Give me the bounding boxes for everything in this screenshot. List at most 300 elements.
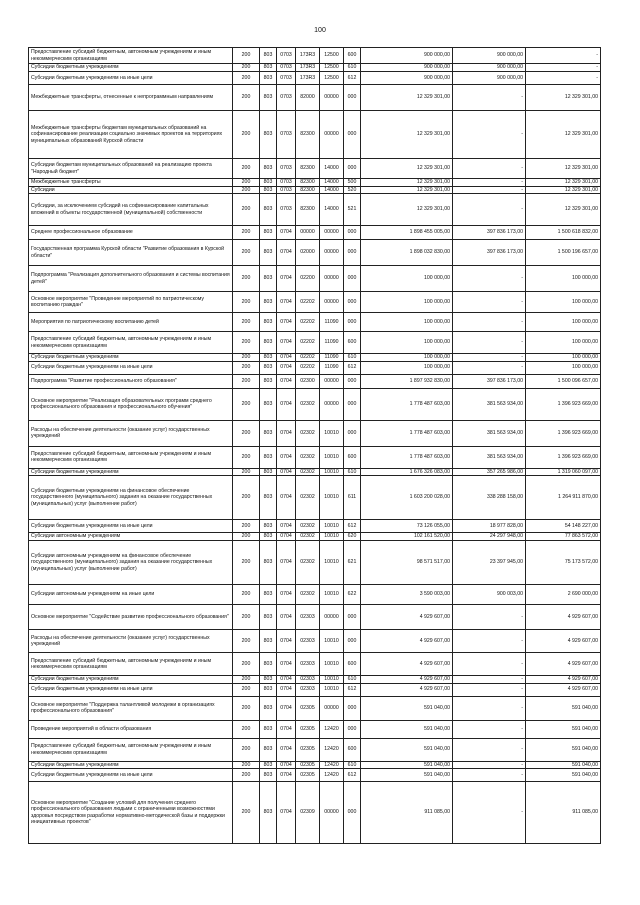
program-code-cell: 02302 <box>296 585 320 605</box>
admin-code-cell: 200 <box>233 653 260 676</box>
admin-code-cell: 200 <box>233 226 260 240</box>
section-code-cell: 0704 <box>277 468 296 476</box>
direction-code-cell: 12500 <box>320 48 344 64</box>
amount-3-cell: - <box>526 72 601 85</box>
amount-3-cell: 4 929 607,00 <box>526 653 601 676</box>
program-code-cell: 82300 <box>296 194 320 226</box>
amount-3-cell: 12 329 301,00 <box>526 159 601 179</box>
table-row <box>29 696 601 720</box>
direction-code-cell: 10010 <box>320 468 344 476</box>
amount-3-cell: 4 929 607,00 <box>526 683 601 696</box>
program-code-cell: 82300 <box>296 179 320 187</box>
table-row <box>29 240 601 266</box>
amount-2-cell: - <box>453 361 526 374</box>
row-name-cell: Расходы на обеспечение деятельности (оказание услуг) государственных учреждений <box>29 420 233 446</box>
section-code-cell: 0703 <box>277 64 296 72</box>
section-code-cell: 0704 <box>277 738 296 761</box>
admin-code-cell: 200 <box>233 761 260 769</box>
direction-code-cell: 10010 <box>320 630 344 653</box>
ministry-code-cell: 803 <box>260 159 277 179</box>
amount-3-cell: 1 500 618 832,00 <box>526 226 601 240</box>
ministry-code-cell: 803 <box>260 332 277 354</box>
admin-code-cell: 200 <box>233 85 260 111</box>
ministry-code-cell: 803 <box>260 420 277 446</box>
direction-code-cell: 12500 <box>320 72 344 85</box>
section-code-cell: 0704 <box>277 676 296 684</box>
section-code-cell: 0704 <box>277 585 296 605</box>
program-code-cell: 02000 <box>296 240 320 266</box>
amount-3-cell: - <box>526 48 601 64</box>
program-code-cell: 02202 <box>296 354 320 362</box>
table-row <box>29 468 601 476</box>
admin-code-cell: 200 <box>233 179 260 187</box>
table-row <box>29 194 601 226</box>
ministry-code-cell: 803 <box>260 194 277 226</box>
total-amount-cell: 900 000,00 <box>361 72 453 85</box>
amount-2-cell: - <box>453 696 526 720</box>
total-amount-cell: 1 676 326 083,00 <box>361 468 453 476</box>
table-row <box>29 72 601 85</box>
row-name-cell: Основное мероприятие "Создание условий для получения среднего профессионального образования людьми с ограниченными возможностями здоровья посредством разработки нормативно-методической базы и поддержки инициативных проектов" <box>29 782 233 844</box>
expense-type-code-cell: 600 <box>344 653 361 676</box>
amount-3-cell: 2 690 000,00 <box>526 585 601 605</box>
amount-3-cell: 1 319 060 097,00 <box>526 468 601 476</box>
amount-2-cell: - <box>453 292 526 313</box>
table-row <box>29 520 601 533</box>
ministry-code-cell: 803 <box>260 676 277 684</box>
program-code-cell: 02302 <box>296 388 320 420</box>
amount-3-cell: 4 929 607,00 <box>526 676 601 684</box>
direction-code-cell: 00000 <box>320 374 344 388</box>
admin-code-cell: 200 <box>233 388 260 420</box>
amount-3-cell: 100 000,00 <box>526 313 601 332</box>
program-code-cell: 173R3 <box>296 48 320 64</box>
amount-3-cell: 12 329 301,00 <box>526 85 601 111</box>
expense-type-code-cell: 612 <box>344 520 361 533</box>
program-code-cell: 02305 <box>296 761 320 769</box>
table-row <box>29 683 601 696</box>
amount-2-cell: 24 297 948,00 <box>453 533 526 541</box>
expense-type-code-cell: 610 <box>344 761 361 769</box>
ministry-code-cell: 803 <box>260 761 277 769</box>
ministry-code-cell: 803 <box>260 520 277 533</box>
program-code-cell: 02303 <box>296 653 320 676</box>
section-code-cell: 0703 <box>277 159 296 179</box>
page-number: 100 <box>314 27 326 34</box>
admin-code-cell: 200 <box>233 683 260 696</box>
table-row <box>29 332 601 354</box>
expense-type-code-cell: 000 <box>344 374 361 388</box>
table-row <box>29 374 601 388</box>
ministry-code-cell: 803 <box>260 782 277 844</box>
amount-2-cell: - <box>453 186 526 194</box>
expense-type-code-cell: 000 <box>344 630 361 653</box>
table-row <box>29 159 601 179</box>
expense-type-code-cell: 622 <box>344 585 361 605</box>
expense-type-code-cell: 610 <box>344 64 361 72</box>
budget-table <box>28 47 601 844</box>
expense-type-code-cell: 610 <box>344 468 361 476</box>
admin-code-cell: 200 <box>233 630 260 653</box>
amount-3-cell: 1 500 096 657,00 <box>526 374 601 388</box>
amount-2-cell: - <box>453 605 526 630</box>
table-row <box>29 179 601 187</box>
amount-2-cell: - <box>453 194 526 226</box>
admin-code-cell: 200 <box>233 72 260 85</box>
table-row <box>29 388 601 420</box>
expense-type-code-cell: 600 <box>344 332 361 354</box>
amount-2-cell: - <box>453 179 526 187</box>
section-code-cell: 0703 <box>277 186 296 194</box>
direction-code-cell: 12420 <box>320 738 344 761</box>
direction-code-cell: 14000 <box>320 194 344 226</box>
total-amount-cell: 100 000,00 <box>361 313 453 332</box>
admin-code-cell: 200 <box>233 585 260 605</box>
admin-code-cell: 200 <box>233 738 260 761</box>
section-code-cell: 0704 <box>277 761 296 769</box>
ministry-code-cell: 803 <box>260 653 277 676</box>
row-name-cell: Субсидии автономным учреждениям <box>29 533 233 541</box>
ministry-code-cell: 803 <box>260 186 277 194</box>
direction-code-cell: 10010 <box>320 541 344 585</box>
amount-3-cell: 100 000,00 <box>526 354 601 362</box>
direction-code-cell: 00000 <box>320 111 344 159</box>
amount-3-cell: 77 863 572,00 <box>526 533 601 541</box>
amount-2-cell: 338 288 158,00 <box>453 476 526 520</box>
amount-2-cell: 381 563 934,00 <box>453 420 526 446</box>
ministry-code-cell: 803 <box>260 720 277 738</box>
section-code-cell: 0704 <box>277 354 296 362</box>
row-name-cell: Субсидии бюджетным учреждениям на иные цели <box>29 769 233 782</box>
amount-2-cell: - <box>453 111 526 159</box>
section-code-cell: 0704 <box>277 226 296 240</box>
direction-code-cell: 00000 <box>320 266 344 292</box>
ministry-code-cell: 803 <box>260 361 277 374</box>
admin-code-cell: 200 <box>233 533 260 541</box>
expense-type-code-cell: 000 <box>344 313 361 332</box>
total-amount-cell: 100 000,00 <box>361 266 453 292</box>
row-name-cell: Подпрограмма "Реализация дополнительного образования и системы воспитания детей" <box>29 266 233 292</box>
direction-code-cell: 14000 <box>320 179 344 187</box>
section-code-cell: 0703 <box>277 111 296 159</box>
program-code-cell: 82000 <box>296 85 320 111</box>
amount-2-cell: - <box>453 676 526 684</box>
total-amount-cell: 12 329 301,00 <box>361 194 453 226</box>
expense-type-code-cell: 000 <box>344 240 361 266</box>
amount-3-cell: 12 329 301,00 <box>526 179 601 187</box>
direction-code-cell: 00000 <box>320 388 344 420</box>
ministry-code-cell: 803 <box>260 313 277 332</box>
table-row <box>29 186 601 194</box>
row-name-cell: Субсидии бюджетным учреждениям <box>29 676 233 684</box>
row-name-cell: Субсидии, за исключением субсидий на софинансирование капитальных вложений в объекты государственной (муниципальной) собственности <box>29 194 233 226</box>
total-amount-cell: 73 126 055,00 <box>361 520 453 533</box>
amount-2-cell: 381 563 934,00 <box>453 388 526 420</box>
amount-2-cell: - <box>453 354 526 362</box>
ministry-code-cell: 803 <box>260 769 277 782</box>
total-amount-cell: 12 329 301,00 <box>361 85 453 111</box>
section-code-cell: 0704 <box>277 313 296 332</box>
admin-code-cell: 200 <box>233 605 260 630</box>
amount-3-cell: 1 500 196 657,00 <box>526 240 601 266</box>
direction-code-cell: 10010 <box>320 476 344 520</box>
section-code-cell: 0704 <box>277 266 296 292</box>
amount-2-cell: - <box>453 769 526 782</box>
ministry-code-cell: 803 <box>260 85 277 111</box>
row-name-cell: Государственная программа Курской области "Развитие образования в Курской области" <box>29 240 233 266</box>
total-amount-cell: 98 571 517,00 <box>361 541 453 585</box>
row-name-cell: Мероприятия по патриотическому воспитанию детей <box>29 313 233 332</box>
program-code-cell: 82300 <box>296 159 320 179</box>
row-name-cell: Субсидии бюджетным учреждениям на иные цели <box>29 683 233 696</box>
amount-2-cell: 397 836 173,00 <box>453 226 526 240</box>
direction-code-cell: 00000 <box>320 240 344 266</box>
amount-3-cell: 1 396 923 669,00 <box>526 388 601 420</box>
ministry-code-cell: 803 <box>260 696 277 720</box>
total-amount-cell: 100 000,00 <box>361 332 453 354</box>
total-amount-cell: 1 603 200 028,00 <box>361 476 453 520</box>
amount-3-cell: 591 040,00 <box>526 769 601 782</box>
amount-2-cell: - <box>453 782 526 844</box>
section-code-cell: 0703 <box>277 72 296 85</box>
direction-code-cell: 10010 <box>320 446 344 468</box>
direction-code-cell: 11090 <box>320 354 344 362</box>
amount-3-cell: 100 000,00 <box>526 292 601 313</box>
expense-type-code-cell: 000 <box>344 159 361 179</box>
amount-3-cell: 4 929 607,00 <box>526 605 601 630</box>
amount-2-cell: - <box>453 85 526 111</box>
direction-code-cell: 11090 <box>320 332 344 354</box>
total-amount-cell: 102 161 520,00 <box>361 533 453 541</box>
program-code-cell: 82300 <box>296 186 320 194</box>
expense-type-code-cell: 520 <box>344 186 361 194</box>
direction-code-cell: 12420 <box>320 761 344 769</box>
admin-code-cell: 200 <box>233 292 260 313</box>
table-row <box>29 85 601 111</box>
direction-code-cell: 00000 <box>320 226 344 240</box>
ministry-code-cell: 803 <box>260 388 277 420</box>
admin-code-cell: 200 <box>233 420 260 446</box>
section-code-cell: 0703 <box>277 179 296 187</box>
section-code-cell: 0704 <box>277 782 296 844</box>
section-code-cell: 0703 <box>277 85 296 111</box>
section-code-cell: 0704 <box>277 520 296 533</box>
admin-code-cell: 200 <box>233 240 260 266</box>
ministry-code-cell: 803 <box>260 292 277 313</box>
total-amount-cell: 1 898 032 830,00 <box>361 240 453 266</box>
program-code-cell: 02302 <box>296 446 320 468</box>
program-code-cell: 02200 <box>296 266 320 292</box>
section-code-cell: 0704 <box>277 653 296 676</box>
program-code-cell: 02300 <box>296 374 320 388</box>
program-code-cell: 02302 <box>296 541 320 585</box>
table-row <box>29 64 601 72</box>
program-code-cell: 173R3 <box>296 64 320 72</box>
expense-type-code-cell: 521 <box>344 194 361 226</box>
section-code-cell: 0704 <box>277 292 296 313</box>
total-amount-cell: 4 929 607,00 <box>361 676 453 684</box>
section-code-cell: 0704 <box>277 332 296 354</box>
direction-code-cell: 00000 <box>320 85 344 111</box>
table-row <box>29 630 601 653</box>
direction-code-cell: 10010 <box>320 683 344 696</box>
total-amount-cell: 591 040,00 <box>361 738 453 761</box>
row-name-cell: Предоставление субсидий бюджетным, автономным учреждениям и иным некоммерческим организациям <box>29 48 233 64</box>
total-amount-cell: 1 898 455 005,00 <box>361 226 453 240</box>
section-code-cell: 0704 <box>277 769 296 782</box>
admin-code-cell: 200 <box>233 468 260 476</box>
table-row <box>29 761 601 769</box>
admin-code-cell: 200 <box>233 354 260 362</box>
admin-code-cell: 200 <box>233 446 260 468</box>
expense-type-code-cell: 600 <box>344 446 361 468</box>
amount-2-cell: - <box>453 313 526 332</box>
program-code-cell: 02202 <box>296 313 320 332</box>
program-code-cell: 02302 <box>296 468 320 476</box>
row-name-cell: Предоставление субсидий бюджетным, автономным учреждениям и иным некоммерческим организациям <box>29 332 233 354</box>
program-code-cell: 02302 <box>296 520 320 533</box>
direction-code-cell: 10010 <box>320 653 344 676</box>
total-amount-cell: 100 000,00 <box>361 292 453 313</box>
row-name-cell: Субсидии бюджетным учреждениям на иные цели <box>29 520 233 533</box>
table-row <box>29 769 601 782</box>
expense-type-code-cell: 612 <box>344 361 361 374</box>
amount-3-cell: 1 264 911 870,00 <box>526 476 601 520</box>
amount-2-cell: - <box>453 266 526 292</box>
direction-code-cell: 10010 <box>320 676 344 684</box>
section-code-cell: 0703 <box>277 194 296 226</box>
expense-type-code-cell: 612 <box>344 769 361 782</box>
ministry-code-cell: 803 <box>260 72 277 85</box>
direction-code-cell: 00000 <box>320 696 344 720</box>
total-amount-cell: 900 000,00 <box>361 64 453 72</box>
table-row <box>29 111 601 159</box>
expense-type-code-cell: 000 <box>344 388 361 420</box>
amount-3-cell: 12 329 301,00 <box>526 194 601 226</box>
amount-2-cell: - <box>453 653 526 676</box>
ministry-code-cell: 803 <box>260 630 277 653</box>
total-amount-cell: 12 329 301,00 <box>361 111 453 159</box>
row-name-cell: Субсидии <box>29 186 233 194</box>
admin-code-cell: 200 <box>233 313 260 332</box>
row-name-cell: Предоставление субсидий бюджетным, автономным учреждениям и иным некоммерческим организациям <box>29 446 233 468</box>
budget-table-body <box>29 48 601 844</box>
row-name-cell: Субсидии бюджетным учреждениям на финансовое обеспечение государственного (муниципального) задания на оказание государственных (муниципальных) услуг (выполнение работ) <box>29 476 233 520</box>
amount-2-cell: - <box>453 720 526 738</box>
amount-2-cell: - <box>453 761 526 769</box>
ministry-code-cell: 803 <box>260 266 277 292</box>
row-name-cell: Субсидии бюджетным учреждениям <box>29 354 233 362</box>
table-row <box>29 782 601 844</box>
row-name-cell: Предоставление субсидий бюджетным, автономным учреждениям и иным некоммерческим организациям <box>29 738 233 761</box>
admin-code-cell: 200 <box>233 266 260 292</box>
direction-code-cell: 10010 <box>320 533 344 541</box>
row-name-cell: Межбюджетные трансферты <box>29 179 233 187</box>
expense-type-code-cell: 000 <box>344 605 361 630</box>
ministry-code-cell: 803 <box>260 476 277 520</box>
expense-type-code-cell: 000 <box>344 720 361 738</box>
expense-type-code-cell: 000 <box>344 696 361 720</box>
admin-code-cell: 200 <box>233 48 260 64</box>
amount-3-cell: 1 396 923 669,00 <box>526 446 601 468</box>
row-name-cell: Субсидии бюджетам муниципальных образований на реализацию проекта "Народный бюджет" <box>29 159 233 179</box>
amount-3-cell: 12 329 301,00 <box>526 186 601 194</box>
table-row <box>29 266 601 292</box>
program-code-cell: 00000 <box>296 226 320 240</box>
table-row <box>29 226 601 240</box>
expense-type-code-cell: 621 <box>344 541 361 585</box>
expense-type-code-cell: 000 <box>344 266 361 292</box>
direction-code-cell: 12500 <box>320 64 344 72</box>
total-amount-cell: 12 329 301,00 <box>361 186 453 194</box>
program-code-cell: 02303 <box>296 630 320 653</box>
table-row <box>29 720 601 738</box>
ministry-code-cell: 803 <box>260 354 277 362</box>
section-code-cell: 0704 <box>277 541 296 585</box>
section-code-cell: 0704 <box>277 720 296 738</box>
admin-code-cell: 200 <box>233 64 260 72</box>
table-row <box>29 533 601 541</box>
total-amount-cell: 1 897 932 830,00 <box>361 374 453 388</box>
table-row <box>29 585 601 605</box>
program-code-cell: 02303 <box>296 676 320 684</box>
total-amount-cell: 4 929 607,00 <box>361 653 453 676</box>
total-amount-cell: 100 000,00 <box>361 361 453 374</box>
section-code-cell: 0704 <box>277 240 296 266</box>
expense-type-code-cell: 000 <box>344 782 361 844</box>
program-code-cell: 02305 <box>296 696 320 720</box>
total-amount-cell: 3 590 003,00 <box>361 585 453 605</box>
table-row <box>29 446 601 468</box>
direction-code-cell: 14000 <box>320 186 344 194</box>
amount-2-cell: 23 397 945,00 <box>453 541 526 585</box>
ministry-code-cell: 803 <box>260 683 277 696</box>
direction-code-cell: 00000 <box>320 292 344 313</box>
direction-code-cell: 12420 <box>320 720 344 738</box>
program-code-cell: 02302 <box>296 476 320 520</box>
amount-3-cell: 911 085,00 <box>526 782 601 844</box>
total-amount-cell: 1 778 487 603,00 <box>361 446 453 468</box>
section-code-cell: 0704 <box>277 630 296 653</box>
admin-code-cell: 200 <box>233 194 260 226</box>
section-code-cell: 0704 <box>277 374 296 388</box>
total-amount-cell: 4 929 607,00 <box>361 605 453 630</box>
program-code-cell: 02305 <box>296 738 320 761</box>
direction-code-cell: 12420 <box>320 769 344 782</box>
admin-code-cell: 200 <box>233 520 260 533</box>
amount-3-cell: 100 000,00 <box>526 266 601 292</box>
total-amount-cell: 911 085,00 <box>361 782 453 844</box>
row-name-cell: Предоставление субсидий бюджетным, автономным учреждениям и иным некоммерческим организациям <box>29 653 233 676</box>
row-name-cell: Субсидии бюджетным учреждениям <box>29 761 233 769</box>
expense-type-code-cell: 500 <box>344 179 361 187</box>
table-row <box>29 605 601 630</box>
expense-type-code-cell: 000 <box>344 111 361 159</box>
admin-code-cell: 200 <box>233 769 260 782</box>
expense-type-code-cell: 000 <box>344 85 361 111</box>
row-name-cell: Межбюджетные трансферты бюджетам муниципальных образований на софинансирование реализации социально значимых проектов на территориях муниципальных образований Курской области <box>29 111 233 159</box>
row-name-cell: Проведение мероприятий в области образования <box>29 720 233 738</box>
table-row <box>29 48 601 64</box>
direction-code-cell: 00000 <box>320 605 344 630</box>
amount-2-cell: 900 000,00 <box>453 72 526 85</box>
row-name-cell: Субсидии бюджетным учреждениям <box>29 64 233 72</box>
direction-code-cell: 10010 <box>320 585 344 605</box>
admin-code-cell: 200 <box>233 111 260 159</box>
ministry-code-cell: 803 <box>260 48 277 64</box>
program-code-cell: 02303 <box>296 605 320 630</box>
row-name-cell: Субсидии бюджетным учреждениям <box>29 468 233 476</box>
